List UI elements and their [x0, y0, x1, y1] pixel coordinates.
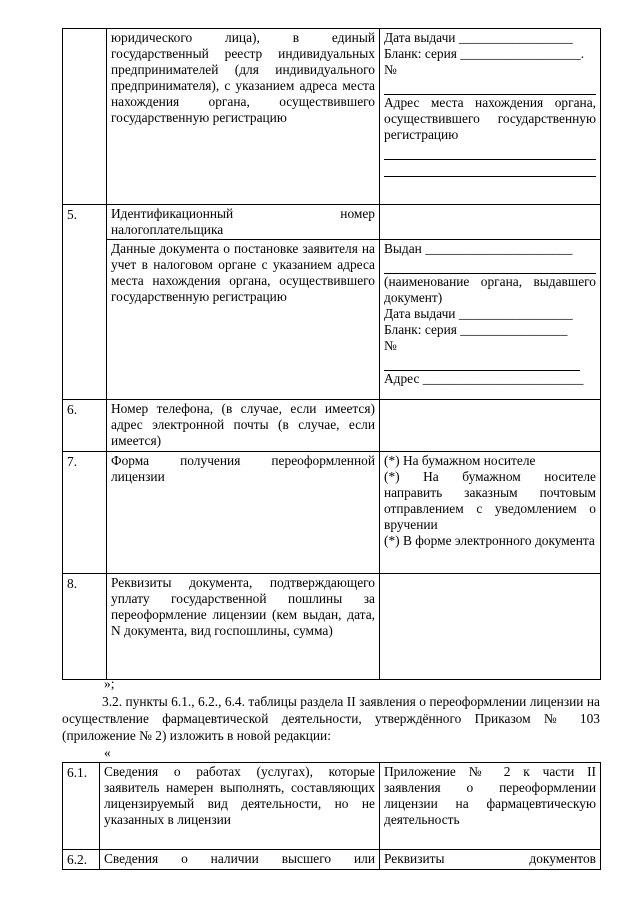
works-label: Сведения о работах (услугах), которые заявитель намерен выполнять, составляющих лицензируемый вид деятельности, но не указанных в лицензии — [104, 764, 375, 827]
table-row — [63, 763, 601, 850]
issue-date-field[interactable]: Дата выдачи _________________ — [384, 30, 573, 45]
registry-value-cell — [380, 29, 601, 205]
address-field[interactable]: Адрес ________________________ — [384, 371, 584, 386]
opening-quote: « — [104, 745, 111, 760]
education-label-cell — [100, 850, 380, 870]
fee-requisites-label: Реквизиты документа, подтверждающего уплату государственной пошлины за переоформление лицензии (кем выдан, дата, N документа, вид госпошлины, сумма) — [111, 575, 375, 638]
number-label: № — [384, 62, 397, 77]
number-label: № — [384, 338, 397, 353]
contacts-label: Номер телефона, (в случае, если имеется) адрес электронной почты (в случае, если имеется) — [111, 401, 375, 448]
table-row — [63, 574, 601, 680]
inn-label: Идентификационный номер налогоплательщика — [111, 206, 375, 237]
address-line-2[interactable] — [384, 160, 596, 177]
table-row — [63, 29, 601, 205]
tax-registration-label: Данные документа о постановке заявителя на учет в налоговом органе с указанием адреса места нахождения органа, осуществившего государственную регистрацию — [111, 241, 375, 304]
contacts-value-cell[interactable] — [380, 400, 601, 452]
fee-requisites-value-cell[interactable] — [380, 574, 601, 680]
works-label-cell — [100, 763, 380, 850]
tax-registration-value-cell — [380, 240, 601, 400]
form-series-field[interactable]: Бланк: серия __________________. — [384, 46, 585, 61]
delivery-form-label: Форма получения переоформленной лицензии — [111, 453, 375, 484]
table-row — [63, 400, 601, 452]
fee-requisites-label-cell — [107, 574, 380, 680]
number-field-line[interactable] — [384, 78, 596, 95]
address-line-3[interactable] — [384, 177, 596, 193]
row-number: 6.2. — [67, 852, 88, 867]
number-field-line[interactable] — [384, 354, 580, 371]
address-line-1[interactable] — [384, 143, 596, 160]
row-number: 5. — [67, 207, 78, 222]
closing-quote: »; — [104, 676, 115, 691]
table-row — [63, 240, 601, 400]
works-value-cell — [380, 763, 601, 850]
row-number: 7. — [67, 454, 78, 469]
inn-label-cell — [107, 205, 380, 240]
license-application-table — [62, 28, 601, 680]
delivery-form-options-cell — [380, 452, 601, 574]
table-row — [63, 205, 601, 240]
registry-text: юридического лица), в единый государственный реестр индивидуальных предпринимателей (для индивидуального предпринимателя), с указанием адреса места нахождения органа, осуществившего государственную регистрацию — [111, 30, 375, 125]
issuer-line[interactable] — [384, 257, 596, 274]
issue-date-field[interactable]: Дата выдачи _________________ — [384, 306, 573, 321]
row-number: 6.1. — [67, 765, 88, 780]
table-row — [63, 850, 601, 870]
option-paper[interactable]: (*) На бумажном носителе — [384, 453, 536, 468]
education-value-cell — [380, 850, 601, 870]
row-number: 6. — [67, 402, 78, 417]
option-paper-mail[interactable]: (*) На бумажном носителе направить заказным почтовым отправлением с уведомлением о вручении — [384, 469, 596, 532]
table-row — [63, 452, 601, 574]
option-electronic[interactable]: (*) В форме электронного документа — [384, 533, 595, 548]
row-number: 8. — [67, 576, 78, 591]
address-label: Адрес места нахождения органа, осуществившего государственную регистрацию — [384, 95, 596, 142]
registry-cell — [107, 29, 380, 205]
form-series-field[interactable]: Бланк: серия ________________ — [384, 322, 568, 337]
tax-registration-cell — [107, 240, 380, 400]
issuer-note: (наименование органа, выдавшего документ) — [384, 274, 596, 305]
amendment-paragraph: 3.2. пункты 6.1., 6.2., 6.4. таблицы раздела II заявления о переоформлении лицензии на осуществление фармацевтической деятельности, утверждённого Приказом № 103 (приложение № 2) изложить в новой редакции: — [62, 694, 600, 743]
works-value: Приложение № 2 к части II заявления о переоформлении лицензии на фармацевтическую деятельность — [384, 764, 596, 827]
education-label: Сведения о наличии высшего или — [104, 851, 375, 866]
inn-value-cell[interactable] — [380, 205, 601, 240]
education-value: Реквизиты документов — [384, 851, 596, 866]
section-two-table — [62, 762, 601, 870]
contacts-label-cell — [107, 400, 380, 452]
issued-by-field[interactable]: Выдан ______________________ — [384, 241, 573, 256]
delivery-form-label-cell — [107, 452, 380, 574]
